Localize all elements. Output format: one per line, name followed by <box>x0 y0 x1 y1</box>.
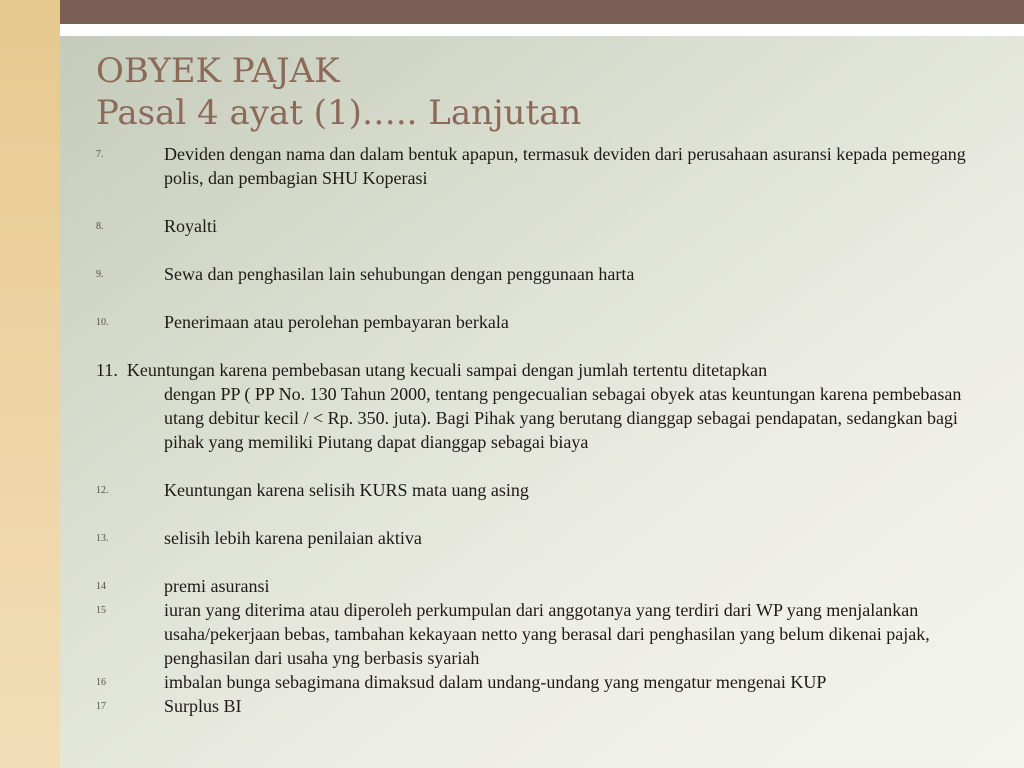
item-text: Penerimaan atau perolehan pembayaran berkala <box>164 312 509 332</box>
item-text: Keuntungan karena selisih KURS mata uang asing <box>164 480 529 500</box>
spacer <box>96 454 986 478</box>
item-number: 13. <box>96 533 109 544</box>
list-item-12 <box>96 478 986 502</box>
item-number: 10. <box>96 317 109 328</box>
list-item-7 <box>96 142 986 190</box>
list-item-8 <box>96 214 986 238</box>
left-accent-strip <box>0 0 60 768</box>
list-item-13 <box>96 526 986 550</box>
item-text: Deviden dengan nama dan dalam bentuk apapun, termasuk deviden dari perusahaan asuransi kepada pemegang polis, dan pembagian SHU Koperasi <box>164 144 966 188</box>
item-text: Royalti <box>164 216 217 236</box>
spacer <box>96 550 986 574</box>
list-item-11 <box>96 358 986 454</box>
item-11-lead-text: Keuntungan karena pembebasan utang kecuali sampai dengan jumlah tertentu ditetapkan <box>126 360 768 380</box>
list-item-10 <box>96 310 986 334</box>
top-header-bar <box>60 0 1024 24</box>
item-number: 7. <box>96 149 104 160</box>
list-item-15 <box>96 598 986 670</box>
list-item-9 <box>96 262 986 286</box>
title-line-2: Pasal 4 ayat (1)….. Lanjutan <box>96 93 582 133</box>
item-11-lead <box>96 358 986 382</box>
item-number: 14 <box>96 581 106 592</box>
item-number: 11. <box>96 360 118 380</box>
spacer <box>96 286 986 310</box>
list-item-16 <box>96 670 986 694</box>
item-text: Surplus BI <box>164 696 242 716</box>
spacer <box>96 238 986 262</box>
list-item-17 <box>96 694 986 718</box>
slide-title <box>96 50 581 134</box>
item-number: 9. <box>96 269 104 280</box>
item-text: dengan PP ( PP No. 130 Tahun 2000, tentang pengecualian sebagai obyek atas keuntungan karena pembebasan utang debitur kecil / < Rp. 350. juta). Bagi Pihak yang berutang dianggap sebagai pendapatan, sedangkan bagi pihak yang memiliki Piutang dapat dianggap sebagai biaya <box>164 384 962 452</box>
item-number: 12. <box>96 485 109 496</box>
item-text: imbalan bunga sebagimana dimaksud dalam undang-undang yang mengatur mengenai KUP <box>164 672 827 692</box>
item-number: 16 <box>96 677 106 688</box>
spacer <box>96 502 986 526</box>
list-item-14 <box>96 574 986 598</box>
item-text: selisih lebih karena penilaian aktiva <box>164 528 422 548</box>
item-number: 8. <box>96 221 104 232</box>
spacer <box>96 334 986 358</box>
item-text: Sewa dan penghasilan lain sehubungan dengan penggunaan harta <box>164 264 635 284</box>
item-number: 17 <box>96 701 106 712</box>
title-line-1: OBYEK PAJAK <box>96 51 340 91</box>
spacer <box>96 190 986 214</box>
item-number: 15 <box>96 605 106 616</box>
item-text: premi asuransi <box>164 576 270 596</box>
item-text: iuran yang diterima atau diperoleh perkumpulan dari anggotanya yang terdiri dari WP yang menjalankan usaha/pekerjaan bebas, tambahan kekayaan netto yang berasal dari penghasilan yang belum dikenai pajak, penghasilan dari usaha yng berbasis syariah <box>164 600 930 668</box>
top-divider <box>60 24 1024 36</box>
tax-object-list <box>96 142 986 718</box>
